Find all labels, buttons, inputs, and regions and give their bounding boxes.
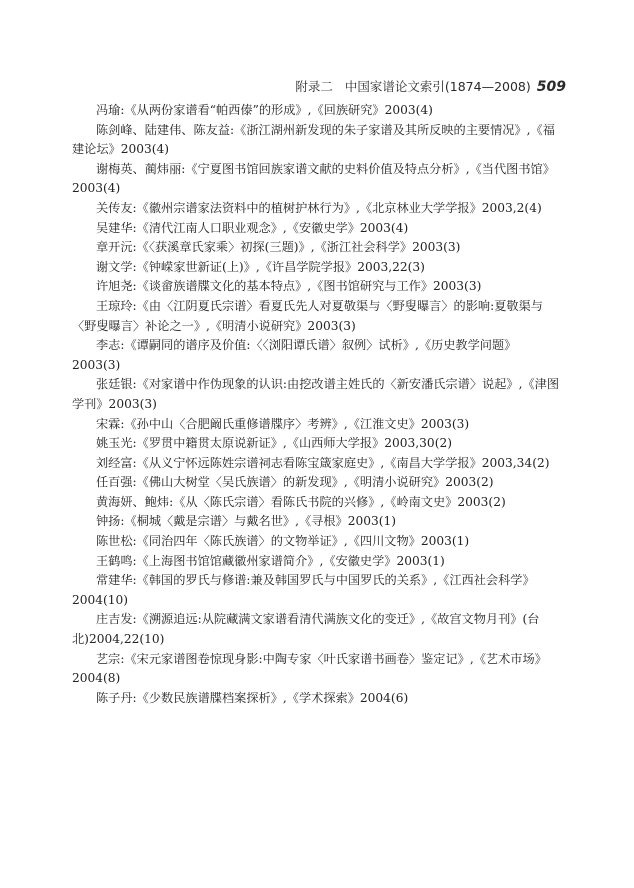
citation-list xyxy=(72,101,562,708)
list-item: 庄吉发:《溯源追远:从院藏满文家谱看清代满族文化的变迁》,《故宫文物月刊》(台北)2004,22(10) xyxy=(72,612,540,647)
list-item: 冯瑜:《从两份家谱看“帕西傣”的形成》,《回族研究》2003(4) xyxy=(96,103,433,117)
list-item: 张廷银:《对家谱中作伪现象的认识:由挖改谱主姓氏的〈新安潘氏宗谱〉说起》,《津图学刊》2003(3) xyxy=(72,377,560,411)
page-number: 509 xyxy=(536,79,566,95)
list-item: 李志:《谭嗣同的谱序及价值:〈〈浏阳谭氏谱〉叙例〉试析》,《历史教学问题》2003(3) xyxy=(72,338,517,372)
list-item: 王琼玲:《由〈江阴夏氏宗谱〉看夏氏先人对夏敬渠与〈野叟曝言〉的影响:夏敬渠与〈野叟曝言〉补论之一》,《明清小说研究》2003(3) xyxy=(72,298,543,333)
list-item: 艺宗:《宋元家谱图卷惊现身影:中陶专家〈叶氏家谱书画卷〉鉴定记》,《艺术市场》2004(8) xyxy=(72,651,547,686)
list-item: 常建华:《韩国的罗氏与修谱:兼及韩国罗氏与中国罗氏的关系》,《江西社会科学》2004(10) xyxy=(72,573,535,607)
running-header xyxy=(295,77,566,95)
list-item: 任百强:《佛山大树堂〈吴氏族谱〉的新发现》,《明清小说研究》2003(2) xyxy=(96,475,494,490)
list-item: 陈剑峰、陆建伟、陈友益:《浙江湖州新发现的朱子家谱及其所反映的主要情况》,《福建论坛》2003(4) xyxy=(72,122,555,157)
list-item: 陈子丹:《少数民族谱牒档案探析》,《学术探索》2004(6) xyxy=(96,690,409,705)
list-item: 钟扬:《桐城〈戴是宗谱〉与戴名世》,《寻根》2003(1) xyxy=(96,514,397,529)
list-item: 王鹤鸣:《上海图书馆馆藏徽州家谱简介》,《安徽史学》2003(1) xyxy=(96,553,445,568)
list-item: 姚玉光:《罗贯中籍贯太原说新证》,《山西师大学报》2003,30(2) xyxy=(96,436,452,451)
header-section: 附录二 xyxy=(295,79,333,94)
list-item: 谢梅英、蔺炜丽:《宁夏图书馆回族家谱文献的史料价值及特点分析》,《当代图书馆》2003(4) xyxy=(72,161,555,196)
list-item: 陈世松:《同治四年〈陈氏族谱〉的文物举证》,《四川文物》2003(1) xyxy=(96,534,470,549)
list-item: 关传友:《徽州宗谱家法资料中的植树护林行为》,《北京林业大学学报》2003,2(4) xyxy=(96,200,542,215)
list-item: 吴建华:《清代江南人口职业观念》,《安徽史学》2003(4) xyxy=(96,220,409,235)
list-item: 谢文学:《钟嵘家世新证(上)》,《许昌学院学报》2003,22(3) xyxy=(96,259,425,274)
list-item: 许旭尧:《谈畲族谱牒文化的基本特点》,《图书馆研究与工作》2003(3) xyxy=(96,279,482,294)
header-title: 中国家谱论文索引(1874—2008) xyxy=(344,79,531,94)
list-item: 黄海妍、鲍炜:《从〈陈氏宗谱〉看陈氏书院的兴修》,《岭南文史》2003(2) xyxy=(96,494,506,509)
list-item: 宋霖:《孙中山〈合肥阚氏重修谱牒序〉考辨》,《江淮文史》2003(3) xyxy=(96,416,470,431)
list-item: 章开沅:《〈获溪章氏家乘〉初探(三题)》,《浙江社会科学》2003(3) xyxy=(96,240,461,255)
list-item: 刘经富:《从义宁怀远陈姓宗谱祠志看陈宝箴家庭史》,《南昌大学学报》2003,34(2) xyxy=(96,455,550,470)
